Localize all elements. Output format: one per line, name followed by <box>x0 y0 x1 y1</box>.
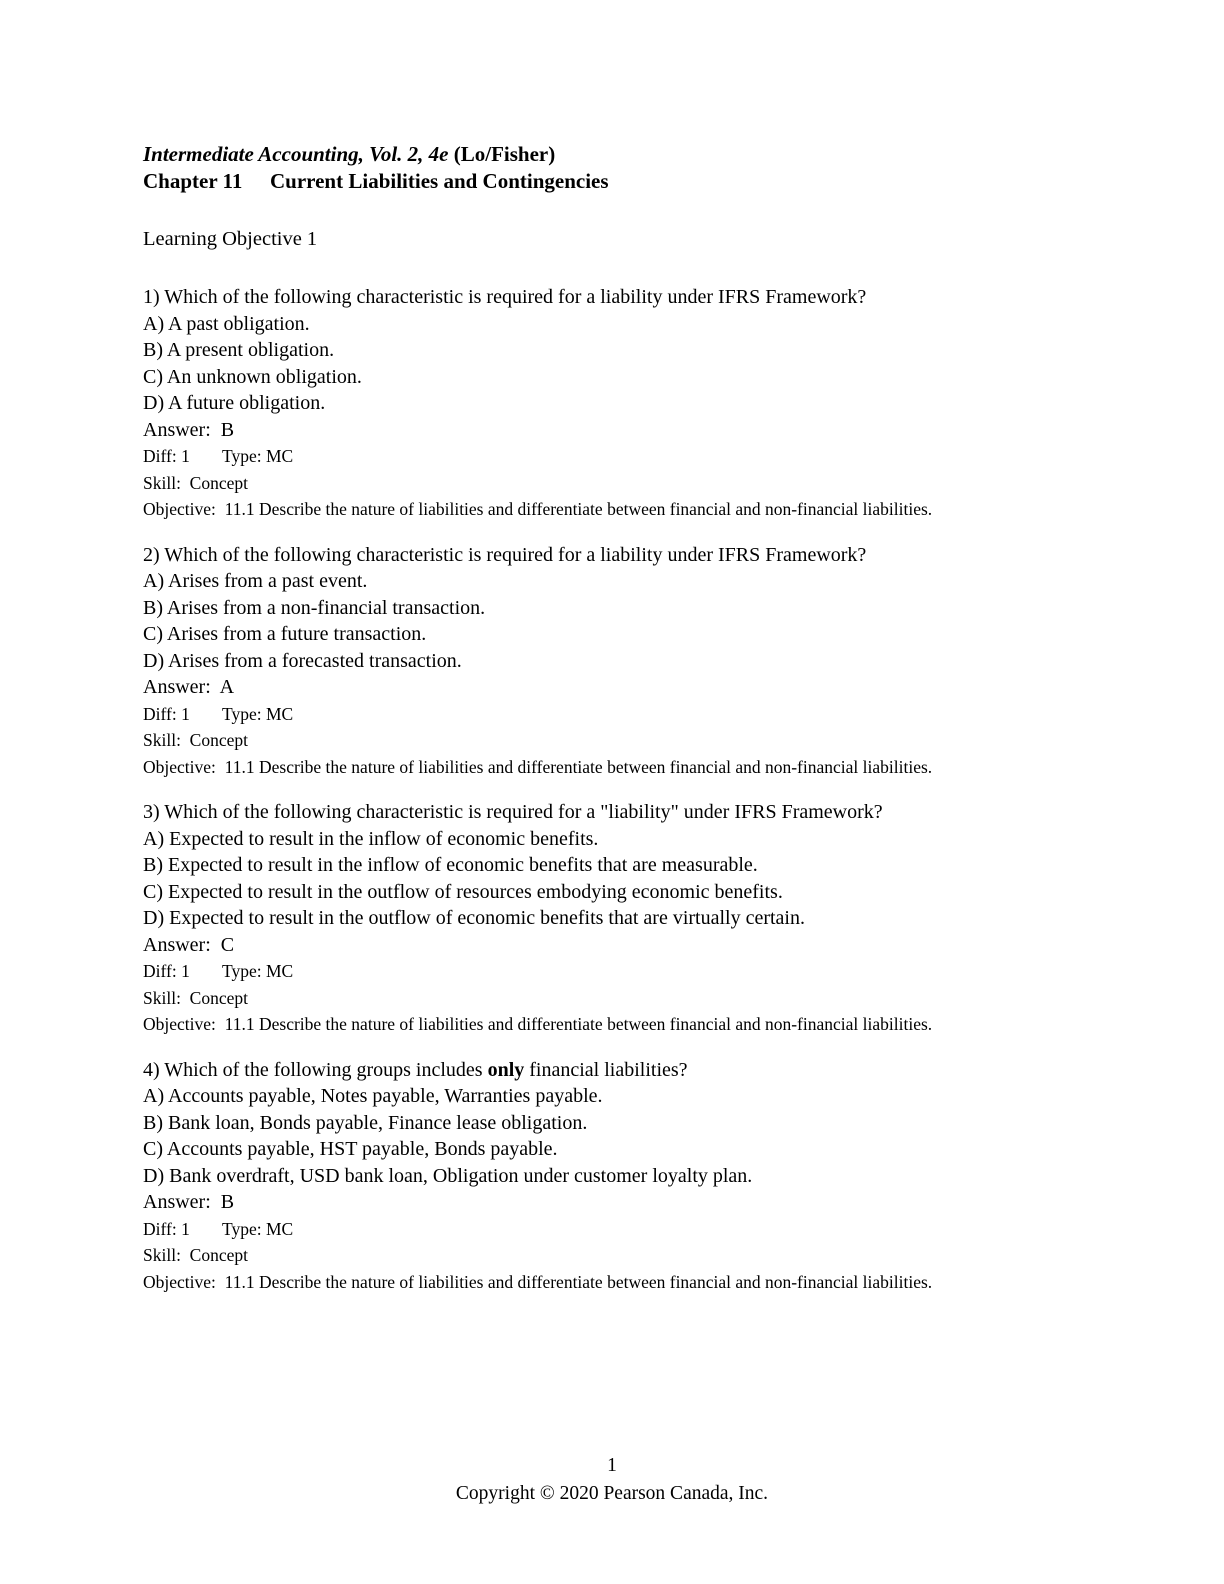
question-text-post: financial liabilities? <box>524 1058 688 1081</box>
question-block-4 <box>143 1057 1083 1296</box>
diff-type-line <box>143 443 1083 470</box>
question-text: 2) Which of the following characteristic is required for a liability under IFRS Framework? <box>143 543 867 566</box>
question-option-a: A) A past obligation. <box>143 312 310 335</box>
objective-line: Objective: 11.1 Describe the nature of liabilities and differentiate between financial and non-financial liabilities. <box>143 1014 933 1034</box>
copyright-notice: Copyright © 2020 Pearson Canada, Inc. <box>455 1483 769 1504</box>
question-option-c: C) Expected to result in the outflow of resources embodying economic benefits. <box>143 880 783 903</box>
question-block-2 <box>143 542 1083 781</box>
chapter-line <box>143 168 1083 195</box>
question-text-pre: 4) Which of the following groups includes <box>143 1058 488 1081</box>
section-heading: Learning Objective 1 <box>143 228 318 250</box>
objective-line: Objective: 11.1 Describe the nature of liabilities and differentiate between financial and non-financial liabilities. <box>143 1271 933 1292</box>
chapter-label: Chapter 11 <box>143 169 243 193</box>
answer-line: Answer: C <box>143 933 235 956</box>
skill-line: Skill: Concept <box>143 472 248 493</box>
diff-label: Diff: 1 <box>143 703 190 724</box>
question-option-c: C) Accounts payable, HST payable, Bonds payable. <box>143 1138 558 1160</box>
type-label: Type: MC <box>222 446 294 466</box>
question-option-d: D) A future obligation. <box>143 392 326 414</box>
question-option-a: A) Expected to result in the inflow of economic benefits. <box>143 827 599 850</box>
question-block-3 <box>143 799 1083 1038</box>
type-label: Type: MC <box>222 961 294 981</box>
diff-label: Diff: 1 <box>143 961 190 981</box>
question-option-d: D) Expected to result in the outflow of economic benefits that are virtually certain. <box>143 907 805 929</box>
question-text: 1) Which of the following characteristic is required for a liability under IFRS Framework? <box>143 286 867 308</box>
question-option-b: B) Bank loan, Bonds payable, Finance lease obligation. <box>143 1111 588 1134</box>
book-title-line <box>143 141 1083 168</box>
question-text: 3) Which of the following characteristic is required for a "liability" under IFRS Framework? <box>143 801 883 823</box>
question-text <box>143 1057 1083 1084</box>
question-text-emphasis: only <box>487 1058 525 1081</box>
skill-line: Skill: Concept <box>143 1245 248 1265</box>
skill-line: Skill: Concept <box>143 730 248 750</box>
answer-line: Answer: A <box>143 676 235 698</box>
question-option-c: C) Arises from a future transaction. <box>143 623 427 645</box>
diff-type-line <box>143 1216 1083 1243</box>
book-authors: (Lo/Fisher) <box>448 142 556 166</box>
question-option-c: C) An unknown obligation. <box>143 365 362 388</box>
question-option-a: A) Arises from a past event. <box>143 570 368 592</box>
chapter-title: Current Liabilities and Contingencies <box>270 169 609 193</box>
question-option-a: A) Accounts payable, Notes payable, Warranties payable. <box>143 1085 603 1107</box>
book-title: Intermediate Accounting, Vol. 2, 4e <box>143 142 449 166</box>
document-header <box>143 141 1083 195</box>
page-footer <box>0 1452 1224 1508</box>
skill-line: Skill: Concept <box>143 987 248 1008</box>
question-option-b: B) Arises from a non-financial transaction. <box>143 596 486 619</box>
diff-type-line <box>143 701 1083 728</box>
question-option-d: D) Arises from a forecasted transaction. <box>143 649 462 672</box>
page-content <box>143 141 1083 1314</box>
question-option-b: B) Expected to result in the inflow of economic benefits that are measurable. <box>143 854 758 876</box>
type-label: Type: MC <box>222 703 294 724</box>
diff-label: Diff: 1 <box>143 1218 190 1239</box>
question-block-1 <box>143 284 1083 523</box>
objective-line: Objective: 11.1 Describe the nature of liabilities and differentiate between financial and non-financial liabilities. <box>143 756 933 777</box>
question-option-d: D) Bank overdraft, USD bank loan, Obligation under customer loyalty plan. <box>143 1164 753 1187</box>
page-number: 1 <box>607 1455 617 1476</box>
answer-line: Answer: B <box>143 418 235 441</box>
type-label: Type: MC <box>222 1218 294 1239</box>
question-option-b: B) A present obligation. <box>143 339 335 361</box>
objective-line: Objective: 11.1 Describe the nature of liabilities and differentiate between financial and non-financial liabilities. <box>143 499 933 519</box>
diff-type-line <box>143 958 1083 985</box>
diff-label: Diff: 1 <box>143 446 190 466</box>
answer-line: Answer: B <box>143 1191 235 1213</box>
